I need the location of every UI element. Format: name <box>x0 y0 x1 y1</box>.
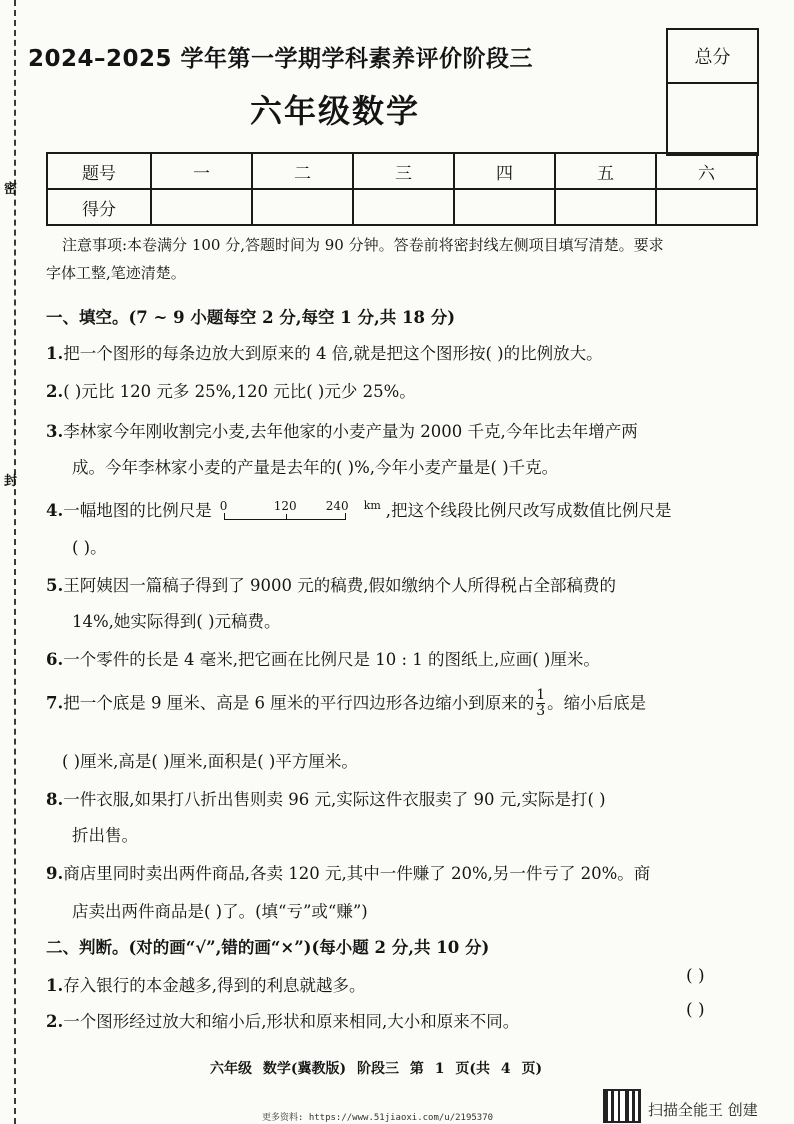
seal-dashed-line <box>14 0 16 1124</box>
qr-code-icon <box>603 1089 641 1123</box>
score-entry-2[interactable] <box>252 189 353 225</box>
scanner-watermark: 扫描全能王 创建 <box>648 1101 758 1119</box>
scale-unit: km <box>363 499 381 512</box>
question-1-2 <box>46 384 416 401</box>
question-number: 2. <box>46 382 64 401</box>
question-number: 5. <box>46 576 64 595</box>
source-link[interactable]: 更多资料: https://www.51jiaoxi.com/u/2195370 <box>262 1113 494 1123</box>
question-1-5-line-1 <box>46 578 616 595</box>
question-text: 李林家今年刚收割完小麦,去年他家的小麦产量为 2000 千克,今年比去年增产两 <box>63 422 638 441</box>
question-number: 3. <box>46 422 64 441</box>
question-1-8-line-1 <box>46 792 606 809</box>
score-cell-1: 一 <box>151 153 252 189</box>
notice-line-1: 注意事项:本卷满分 100 分,答题时间为 90 分钟。答卷前将密封线左侧项目填写清楚。要求 <box>62 236 664 254</box>
scale-bar-tick <box>286 514 288 520</box>
question-text: 存入银行的本金越多,得到的利息就越多。 <box>63 976 366 995</box>
question-text: 一件衣服,如果打八折出售则卖 96 元,实际这件衣服卖了 90 元,实际是打( ) <box>63 790 606 809</box>
score-table-score-row <box>47 189 757 225</box>
score-entry-3[interactable] <box>353 189 454 225</box>
question-number: 1. <box>46 344 64 363</box>
score-entry-1[interactable] <box>151 189 252 225</box>
question-1-5-line-2: 14%,她实际得到( )元稿费。 <box>72 612 281 631</box>
score-table-header-row <box>47 153 757 189</box>
question-text-cont: ,把这个线段比例尺改写成数值比例尺是 <box>385 501 672 520</box>
question-text: 一个图形经过放大和缩小后,形状和原来相同,大小和原来不同。 <box>63 1012 520 1031</box>
question-text: 把一个底是 9 厘米、高是 6 厘米的平行四边形各边缩小到原来的 <box>63 693 535 713</box>
question-1-4-line-1 <box>46 500 671 522</box>
total-score-box <box>666 28 759 156</box>
answer-paren-2-2[interactable]: ( ) <box>686 1000 705 1020</box>
question-text: 一个零件的长是 4 毫米,把它画在比例尺是 10 : 1 的图纸上,应画( )厘米。 <box>63 650 600 669</box>
fraction-denominator: 3 <box>536 703 546 720</box>
score-cell-2: 二 <box>252 153 353 189</box>
seal-label-mi: 密 <box>4 182 18 197</box>
question-number: 9. <box>46 864 64 883</box>
question-number: 7. <box>46 693 64 713</box>
score-table <box>46 152 758 226</box>
seal-label-feng: 封 <box>4 474 18 489</box>
score-entry-6[interactable] <box>656 189 757 225</box>
question-text: 王阿姨因一篇稿子得到了 9000 元的稿费,假如缴纳个人所得税占全部稿费的 <box>63 576 616 595</box>
question-number: 6. <box>46 650 64 669</box>
exam-title: 2024–2025 学年第一学期学科素养评价阶段三 <box>28 46 534 72</box>
question-1-7-line-1 <box>46 688 646 720</box>
fraction-numerator: 1 <box>536 687 546 703</box>
question-1-4-line-2: ( )。 <box>72 538 107 557</box>
question-1-7-line-2: ( )厘米,高是( )厘米,面积是( )平方厘米。 <box>62 752 358 771</box>
question-number: 4. <box>46 501 64 520</box>
score-cell-5: 五 <box>555 153 656 189</box>
question-1-3-line-2: 成。今年李林家小麦的产量是去年的( )%,今年小麦产量是( )千克。 <box>72 458 559 477</box>
page-footer: 六年级 数学(冀教版) 阶段三 第 1 页(共 4 页) <box>210 1061 543 1077</box>
section2-heading: 二、判断。(对的画“√”,错的画“×”)(每小题 2 分,共 10 分) <box>46 938 490 957</box>
question-text-cont: 。缩小后底是 <box>547 693 647 713</box>
score-entry-4[interactable] <box>454 189 555 225</box>
question-1-8-line-2: 折出售。 <box>72 826 138 845</box>
notice-line-2: 字体工整,笔迹清楚。 <box>46 264 186 282</box>
scale-label-120: 120 <box>273 499 297 513</box>
question-2-2 <box>46 1014 519 1031</box>
exam-subtitle: 六年级数学 <box>250 92 421 130</box>
score-row-label: 得分 <box>47 189 151 225</box>
question-1-3-line-1 <box>46 424 638 441</box>
question-number: 2. <box>46 1012 64 1031</box>
question-text: 一幅地图的比例尺是 <box>63 501 212 520</box>
question-text: 商店里同时卖出两件商品,各卖 120 元,其中一件赚了 20%,另一件亏了 20%。商 <box>63 864 651 883</box>
scale-bar-line <box>224 513 346 520</box>
question-text: ( )元比 120 元多 25%,120 元比( )元少 25%。 <box>63 382 416 401</box>
question-1-9-line-1 <box>46 866 650 883</box>
question-2-1 <box>46 978 365 995</box>
question-1-6 <box>46 652 600 669</box>
answer-paren-2-1[interactable]: ( ) <box>686 966 705 986</box>
score-cell-4: 四 <box>454 153 555 189</box>
scale-label-0: 0 <box>219 499 228 513</box>
scale-label-240: 240 <box>325 499 349 513</box>
question-number: 8. <box>46 790 64 809</box>
score-entry-5[interactable] <box>555 189 656 225</box>
score-cell-label: 题号 <box>47 153 151 189</box>
total-score-label: 总分 <box>668 30 757 84</box>
question-1-9-line-2: 店卖出两件商品是( )了。(填“亏”或“赚”) <box>72 902 368 921</box>
score-cell-3: 三 <box>353 153 454 189</box>
question-number: 1. <box>46 976 64 995</box>
line-scale-bar <box>218 499 381 522</box>
fraction-one-third <box>536 688 545 720</box>
question-1-1 <box>46 346 603 363</box>
section1-heading: 一、填空。(7 ~ 9 小题每空 2 分,每空 1 分,共 18 分) <box>46 308 456 327</box>
question-text: 把一个图形的每条边放大到原来的 4 倍,就是把这个图形按( )的比例放大。 <box>63 344 603 363</box>
score-cell-6: 六 <box>656 153 757 189</box>
